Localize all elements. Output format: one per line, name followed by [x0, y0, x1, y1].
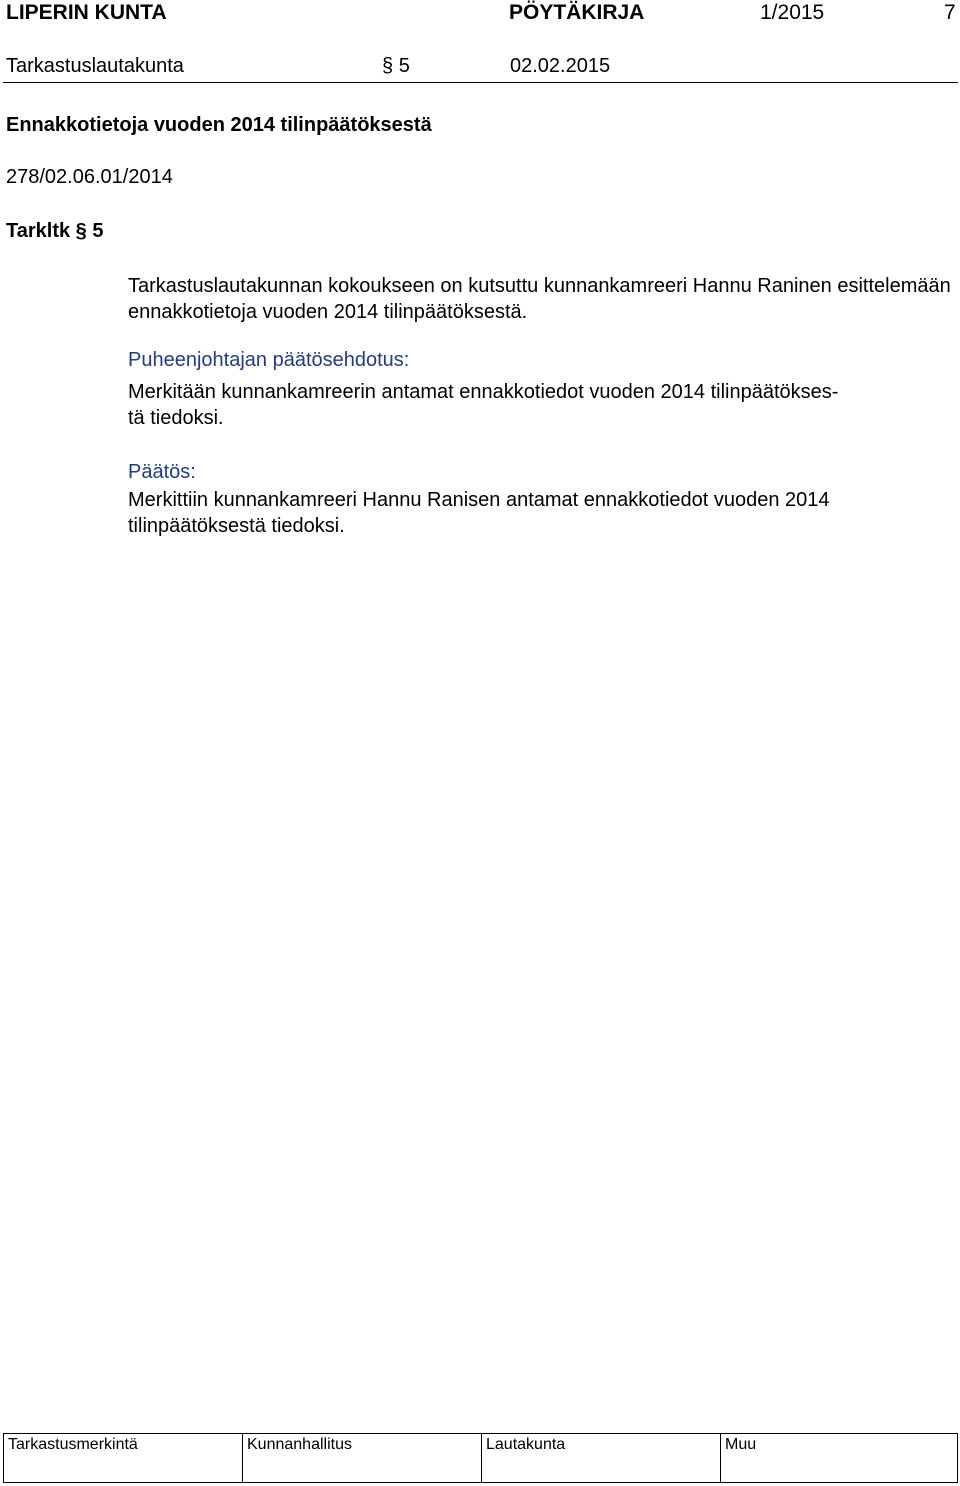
document-type: PÖYTÄKIRJA — [509, 1, 645, 24]
section-number-value: 5 — [398, 55, 410, 77]
proposal-line-1: Merkitään kunnankamreerin antamat ennakkotiedot vuoden 2014 tilinpäätökses- — [128, 381, 839, 403]
section-number — [382, 55, 410, 78]
routing-table — [3, 1433, 958, 1483]
routing-row — [4, 1434, 958, 1483]
proposal-line-2: tä tiedoksi. — [128, 407, 224, 429]
section-reference-symbol: § — [75, 220, 87, 242]
header-divider — [3, 82, 958, 83]
section-reference — [6, 220, 103, 243]
decision-line-2: tilinpäätöksestä tiedoksi. — [128, 515, 345, 537]
decision-label: Päätös: — [128, 461, 196, 483]
decision-line-1: Merkittiin kunnankamreeri Hannu Ranisen antamat ennakkotiedot vuoden 2014 — [128, 489, 830, 511]
proposal-label: Puheenjohtajan päätösehdotus: — [128, 349, 410, 371]
routing-cell-municipal-board: Kunnanhallitus — [243, 1434, 482, 1483]
page-number: 7 — [944, 1, 956, 24]
routing-cell-other: Muu — [721, 1434, 958, 1483]
organization-name: LIPERIN KUNTA — [6, 1, 167, 24]
meeting-date: 02.02.2015 — [510, 55, 611, 77]
section-symbol: § — [382, 55, 394, 77]
intro-paragraph: Tarkastuslautakunnan kokoukseen on kutsuttu kunnankamreeri Hannu Raninen esittelemään ennakkotietoja vuoden 2014 tilinpäätöksestä. — [128, 275, 951, 323]
routing-cell-inspection: Tarkastusmerkintä — [4, 1434, 243, 1483]
section-reference-number: 5 — [92, 220, 104, 242]
section-reference-prefix: Tarkltk — [6, 220, 71, 242]
committee-name: Tarkastuslautakunta — [6, 55, 184, 77]
item-title: Ennakkotietoja vuoden 2014 tilinpäätöksestä — [6, 114, 432, 136]
routing-cell-committee: Lautakunta — [482, 1434, 721, 1483]
minutes-number: 1/2015 — [760, 1, 825, 24]
diary-number: 278/02.06.01/2014 — [6, 166, 173, 188]
